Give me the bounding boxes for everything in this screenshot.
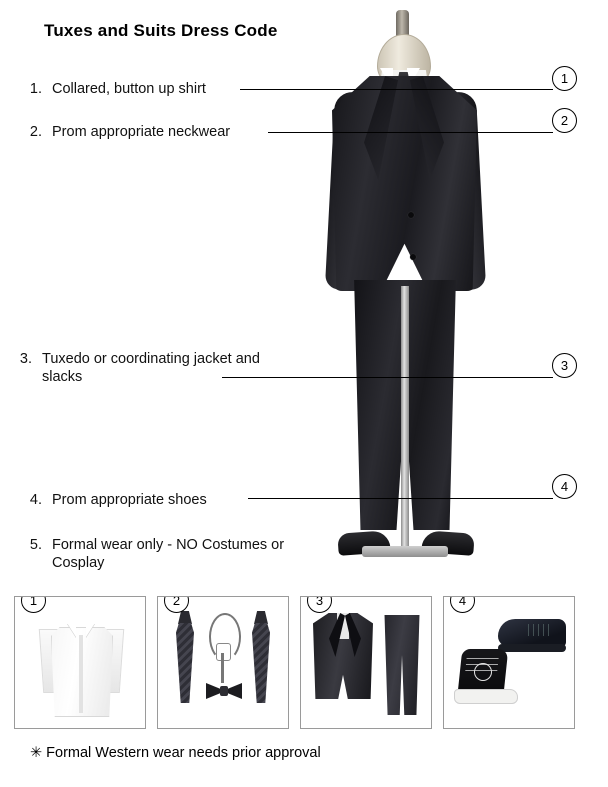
thumbnail-badge-3: 3 [307,596,332,613]
asterisk-icon: ✳ [30,745,43,761]
callout-badge-4: 4 [552,474,577,499]
rule-number-5: 5. [29,537,42,553]
dress-shoe-laces [524,624,550,636]
jacket-button-lower [410,254,416,260]
rule-text-1: Collared, button up shirt [52,81,206,97]
thumbnail-badge-4: 4 [450,596,475,613]
solid-necktie-photo [250,611,272,703]
tuxedo-jacket [332,76,477,291]
necktie-blade [252,623,270,703]
thumbnail-neckwear [157,596,289,729]
page-title: Tuxes and Suits Dress Code [44,21,278,40]
thumbnail-badge-1: 1 [21,596,46,613]
footnote [30,745,321,761]
rule-number-4: 4. [29,492,42,508]
callout-badge-3: 3 [552,353,577,378]
shirt-collar-left [67,623,76,637]
leader-line-4 [248,498,553,499]
rule-number-3: 3. [19,351,32,367]
bow-tie-photo [206,683,242,699]
suit-slacks [383,615,421,715]
thumbnail-jacket-slacks [300,596,432,729]
shirt-collar-right [86,623,95,637]
bow-tie-left-wing [206,683,221,699]
rule-item-5 [20,536,320,572]
clip-on-tie-photo [206,613,240,691]
thumbnail-shoes [443,596,575,729]
mannequin-base [362,546,448,557]
callout-badge-2: 2 [552,108,577,133]
thumbnail-shirt [14,596,146,729]
necktie-knot [178,611,192,624]
thumbnail-badge-2: 2 [164,596,189,613]
tie-tail [221,653,224,683]
tuxedo-on-mannequin-photo [300,10,560,575]
bow-tie-right-wing [227,683,242,699]
rule-number-1: 1. [29,81,42,97]
leader-line-1 [240,89,553,90]
striped-necktie-photo [174,611,196,703]
jacket-button-upper [408,212,414,218]
leader-line-2 [268,132,553,133]
rule-item-1 [20,80,280,98]
rule-text-4: Prom appropriate shoes [52,492,207,508]
sneaker-sole [454,689,518,704]
rule-text-3: Tuxedo or coordinating jacket and slacks [42,351,260,385]
necktie-blade [176,623,194,703]
rule-text-2: Prom appropriate neckwear [52,124,231,140]
footnote-text: Formal Western wear needs prior approval [46,745,321,761]
sneaker-logo-patch [474,663,492,681]
callout-badge-1: 1 [552,66,577,91]
mannequin-pole [401,286,409,548]
example-photo-row [14,596,594,729]
high-top-sneaker-photo [454,649,518,707]
white-dress-shirt-photo [41,613,121,717]
necktie-knot [254,611,268,624]
rule-text-5: Formal wear only - NO Costumes or Cosplay [52,537,285,571]
jacket-and-slacks-photo [309,609,425,717]
rule-item-3 [10,350,300,386]
shirt-placket [79,635,83,713]
rule-number-2: 2. [29,124,42,140]
bow-tie-center-knot [220,686,228,696]
rule-item-4 [20,491,280,509]
rule-item-2 [20,123,300,141]
